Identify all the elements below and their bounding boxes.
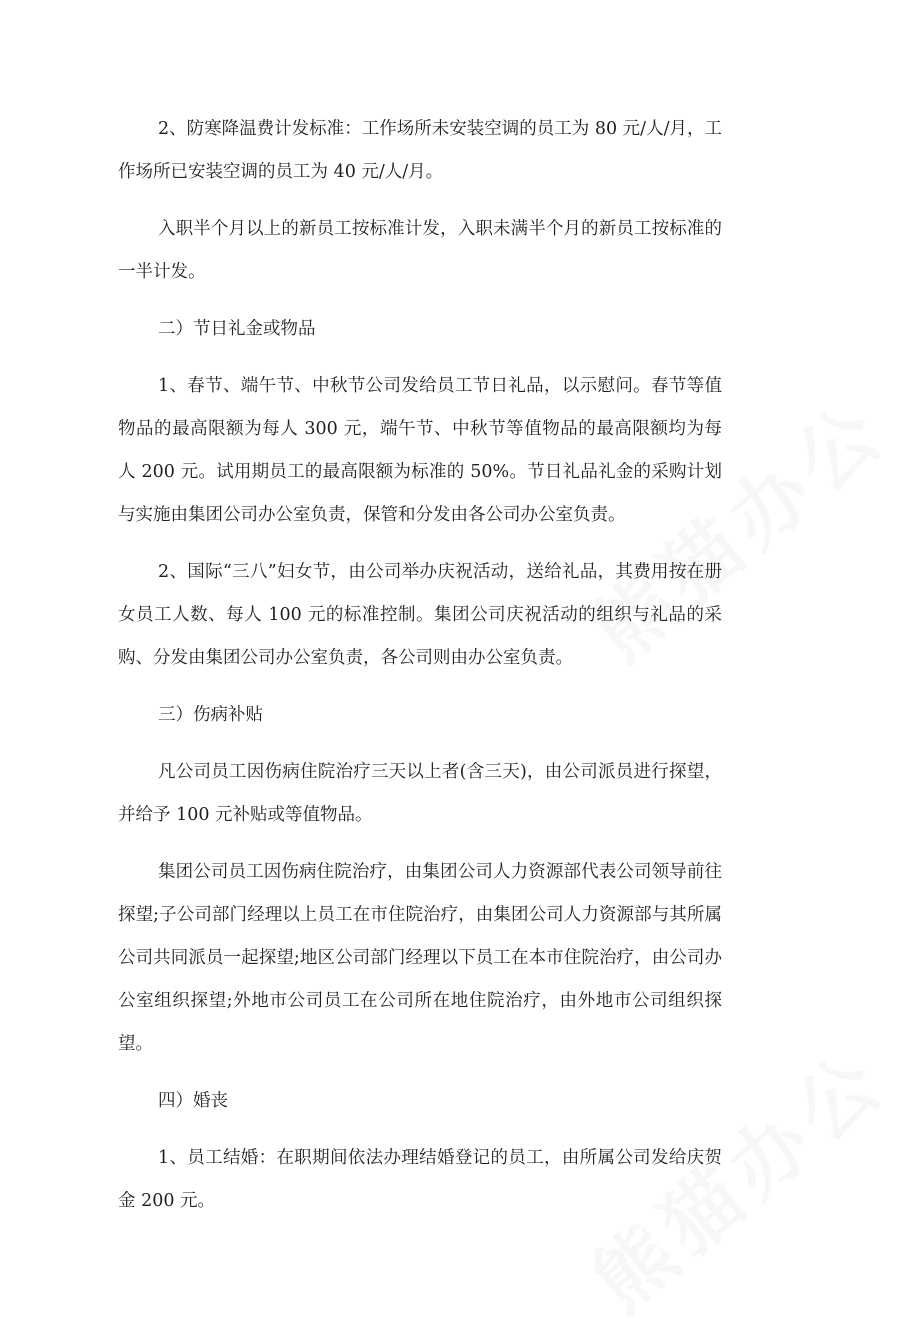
section-heading-weddings-funerals: 四）婚丧: [158, 1091, 228, 1111]
watermark: 熊猫办公: [576, 383, 905, 679]
paragraph-womens-day: 2、国际“三八”妇女节，由公司举办庆祝活动，送给礼品，其费用按在册女员工人数、每人 100 元的标准控制。集团公司庆祝活动的组织与礼品的采购、分发由集团公司办公室负责，各公司则由办公室负责。: [118, 562, 722, 668]
section-heading-holiday-gifts: 二）节日礼金或物品: [158, 319, 316, 339]
paragraph-cooling-allowance: 2、防寒降温费计发标准：工作场所未安装空调的员工为 80 元/人/月，工作场所已安装空调的员工为 40 元/人/月。: [118, 119, 722, 182]
section-heading-injury-subsidy: 三）伤病补贴: [158, 705, 263, 725]
document-body: [118, 108, 722, 1237]
watermark-lower: 熊猫办公: [576, 1033, 905, 1329]
paragraph-festival-gifts: 1、春节、端午节、中秋节公司发给员工节日礼品，以示慰问。春节等值物品的最高限额为每人 300 元，端午节、中秋节等值物品的最高限额均为每人 200 元。试用期员工的最高限额为标准的 50%。节日礼品礼金的采购计划与实施由集团公司办公室负责，保管和分发由各公司办公室负责。: [118, 376, 722, 525]
paragraph-hospital-subsidy: 凡公司员工因伤病住院治疗三天以上者(含三天)，由公司派员进行探望，并给予 100 元补贴或等值物品。: [118, 762, 722, 825]
paragraph-visit-arrangement: 集团公司员工因伤病住院治疗，由集团公司人力资源部代表公司领导前往探望;子公司部门经理以上员工在市住院治疗，由集团公司人力资源部与其所属公司共同派员一起探望;地区公司部门经理以下员工在本市住院治疗，由公司办公室组织探望;外地市公司员工在公司所在地住院治疗，由外地市公司组织探望。: [118, 862, 722, 1054]
paragraph-wedding-gift: 1、员工结婚：在职期间依法办理结婚登记的员工，由所属公司发给庆贺金 200 元。: [118, 1148, 722, 1211]
paragraph-new-employee-rule: 入职半个月以上的新员工按标准计发，入职未满半个月的新员工按标准的一半计发。: [118, 219, 722, 282]
